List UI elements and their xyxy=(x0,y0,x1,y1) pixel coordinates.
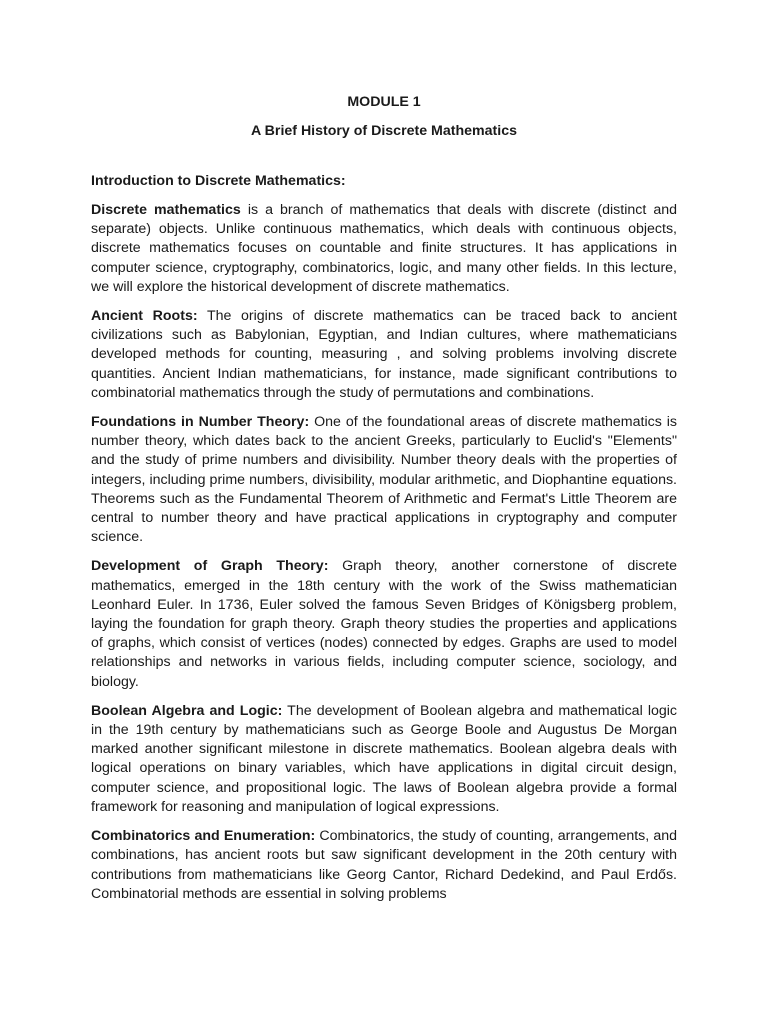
paragraph-text: One of the foundational areas of discrete mathematics is number theory, which dates back to the ancient Greeks, particularly to Euclid's "Elements" and the study of prime numbers and divisibility. Number theory deals with the properties of integers, including prime numbers, divisibility, modular arithmetic, and Diophantine equations. Theorems such as the Fundamental Theorem of Arithmetic and Fermat's Little Theorem are central to number theory and have practical applications in cryptography and computer science. xyxy=(91,414,677,546)
paragraph-text: The development of Boolean algebra and mathematical logic in the 19th century by mathematicians such as George Boole and Augustus De Morgan marked another significant milestone in discrete mathematics. Boolean algebra deals with logical operations on binary variables, which have applications in digital circuit design, computer science, and propositional logic. The laws of Boolean algebra provide a formal framework for reasoning and manipulation of logical expressions. xyxy=(91,702,677,815)
paragraph-lead: Ancient Roots: xyxy=(91,308,198,325)
paragraph-discrete-mathematics xyxy=(91,201,677,297)
paragraph-boolean-algebra xyxy=(91,702,677,817)
paragraph-lead: Foundations in Number Theory: xyxy=(91,414,310,431)
paragraph-text: is a branch of mathematics that deals with discrete (distinct and separate) objects. Unlike continuous mathematics, which deals with continuous objects, discrete mathematics focuses on countable and finite structures. It has applications in computer science, cryptography, combinatorics, logic, and many other fields. In this lecture, we will explore the historical development of discrete mathematics. xyxy=(91,202,677,295)
document-subtitle: A Brief History of Discrete Mathematics xyxy=(251,123,517,139)
paragraph-combinatorics xyxy=(91,827,677,904)
paragraph-ancient-roots xyxy=(91,307,677,403)
paragraph-lead: Boolean Algebra and Logic: xyxy=(91,702,283,719)
paragraph-graph-theory xyxy=(91,557,677,691)
paragraph-text: Graph theory, another cornerstone of discrete mathematics, emerged in the 18th century with the work of the Swiss mathematician Leonhard Euler. In 1736, Euler solved the famous Seven Bridges of Königsberg problem, laying the foundation for graph theory. Graph theory studies the properties and applications of graphs, which consist of vertices (nodes) connected by edges. Graphs are used to model relationships and networks in various fields, including computer science, sociology, and biology. xyxy=(91,558,677,690)
paragraph-lead: Discrete mathematics xyxy=(91,202,241,218)
paragraph-number-theory xyxy=(91,413,677,547)
paragraph-text: The origins of discrete mathematics can be traced back to ancient civilizations such as Babylonian, Egyptian, and Indian cultures, where mathematicians developed methods for counting, measuring , and solving problems involving discrete quantities. Ancient Indian mathematicians, for instance, made significant contributions to combinatorial mathematics through the study of permutations and combinations. xyxy=(91,308,677,401)
intro-heading: Introduction to Discrete Mathematics: xyxy=(91,173,346,189)
paragraph-text: Combinatorics, the study of counting, arrangements, and combinations, has ancient roots but saw significant development in the 20th century with contributions from mathematicians like Georg Cantor, Richard Dedekind, and Paul Erdős. Combinatorial methods are essential in solving problems xyxy=(91,828,678,902)
paragraph-lead: Development of Graph Theory: xyxy=(91,558,329,575)
module-title: MODULE 1 xyxy=(347,94,421,110)
paragraph-lead: Combinatorics and Enumeration: xyxy=(91,828,316,845)
document-body xyxy=(91,93,677,914)
